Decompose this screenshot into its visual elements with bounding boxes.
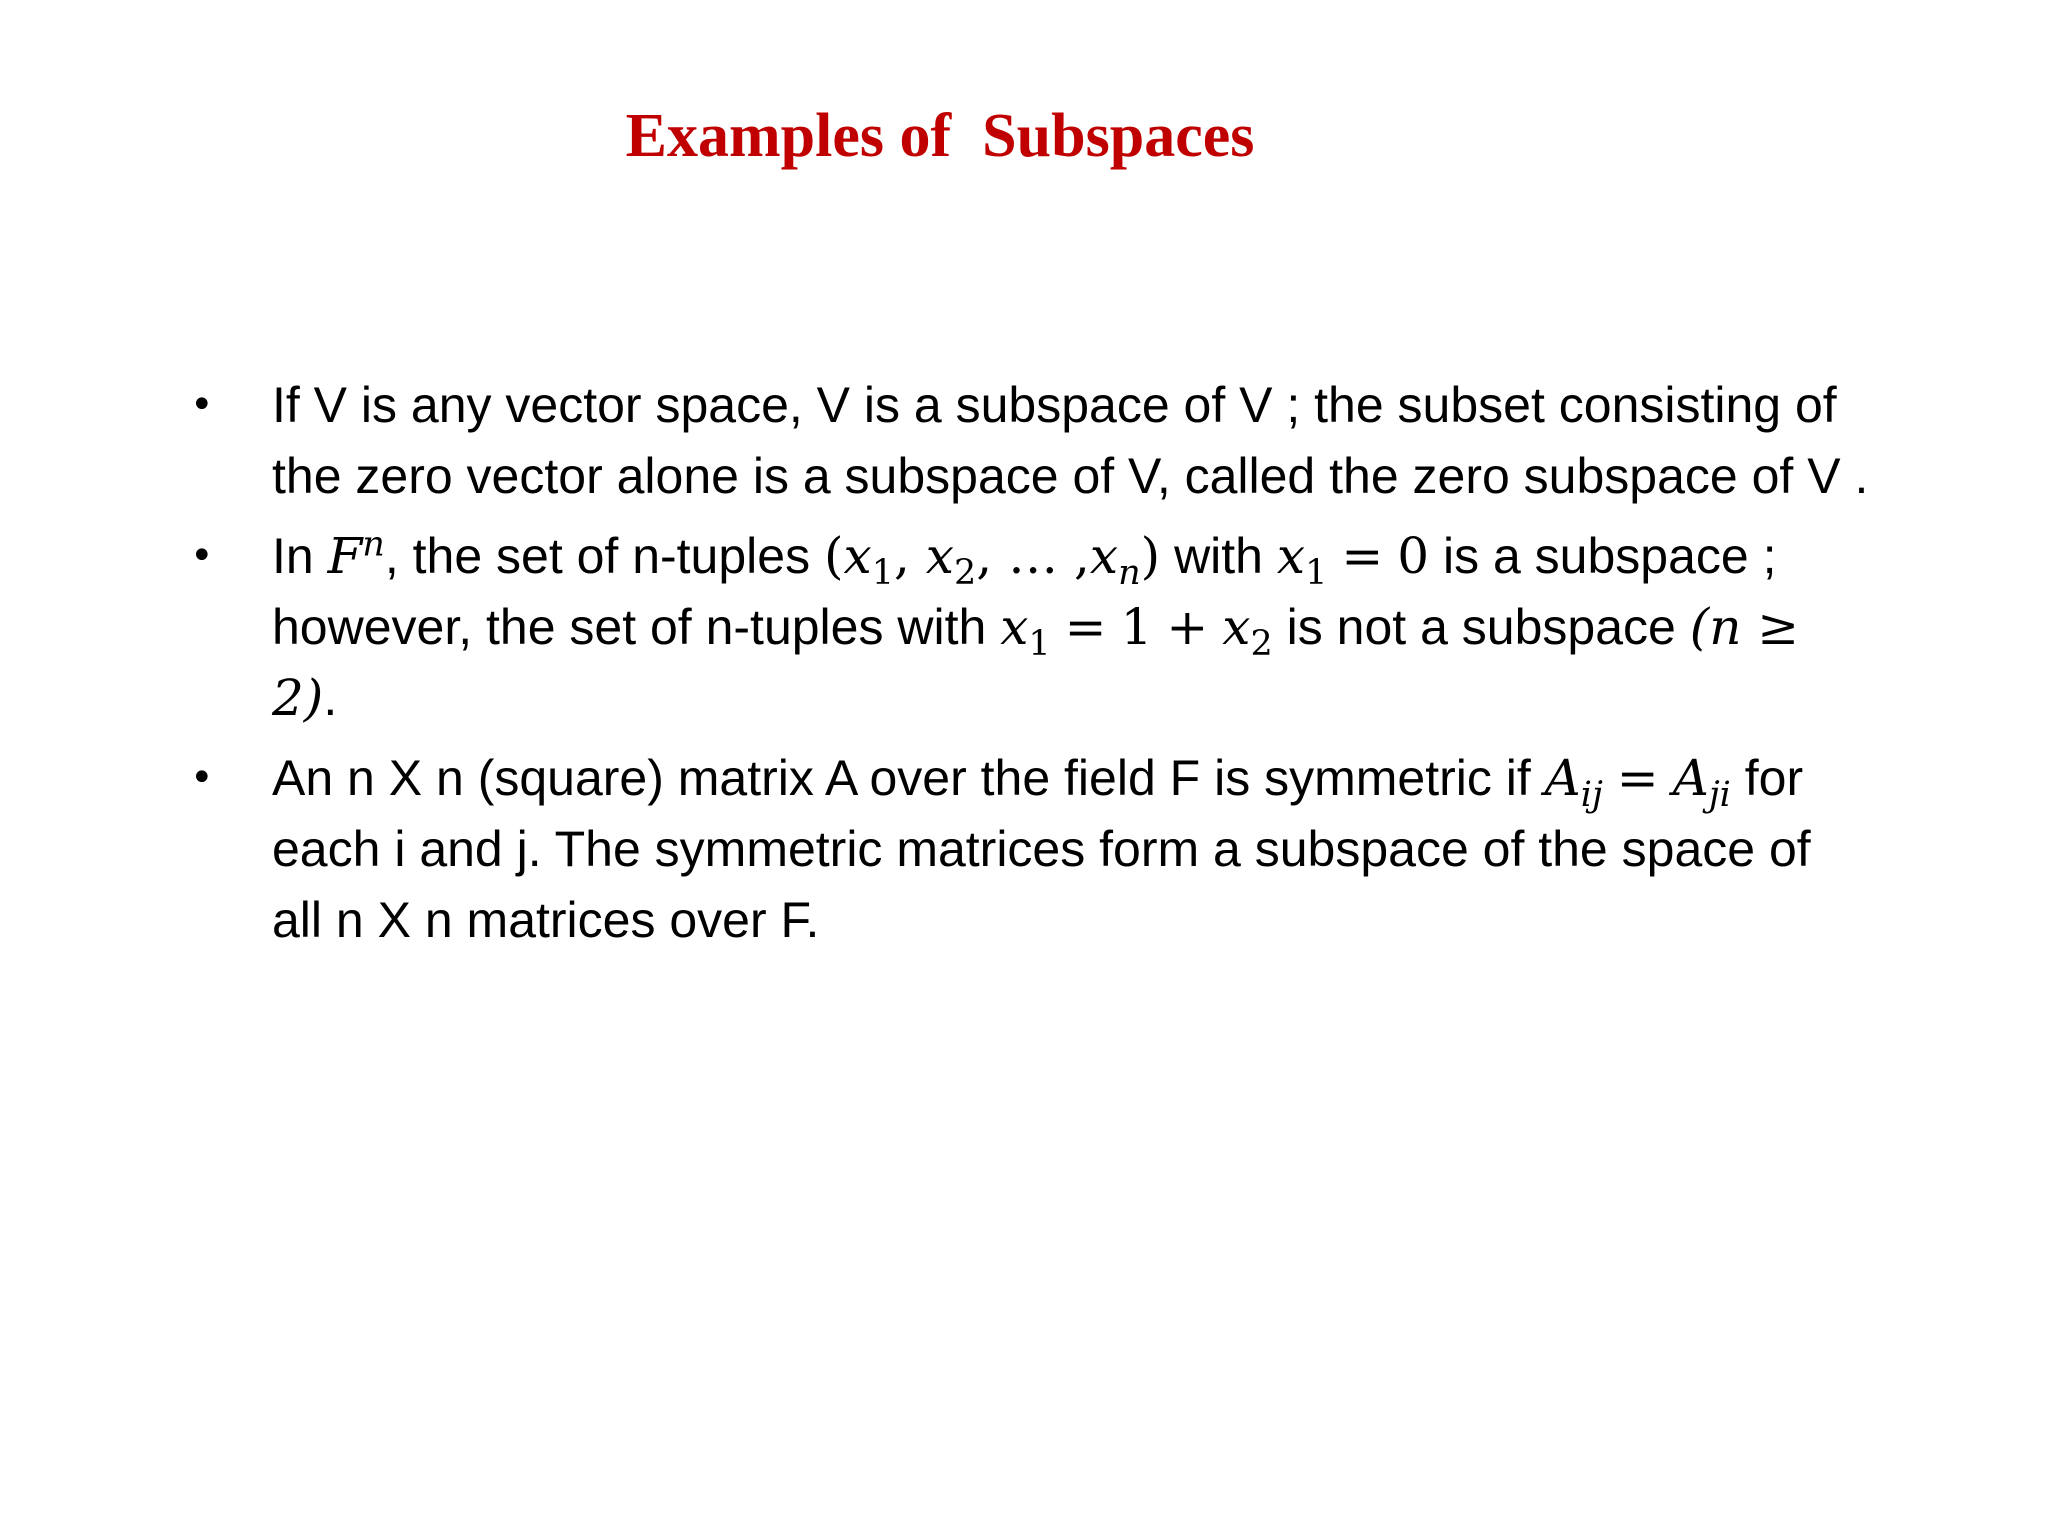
- bullet-list: [0, 370, 2048, 965]
- bullet-item-2: [0, 521, 1872, 734]
- bullet-text: with: [1160, 528, 1277, 584]
- bullet-text: An n X n (square) matrix A over the field F is symmetric if: [272, 750, 1545, 806]
- bullet-text: .: [323, 670, 338, 726]
- math-condition-shift: $x_1 = 1 + x_2$: [1000, 598, 1273, 664]
- math-field-power: $F^n$: [327, 524, 385, 585]
- bullet-icon: •: [190, 533, 214, 579]
- math-tuple: ($x_1$, $x_2$, … $,x_n$): [823, 527, 1161, 593]
- bullet-icon: •: [190, 755, 214, 801]
- math-symmetric-condition: $A_{ij} = A_{ji}$: [1544, 749, 1731, 815]
- bullet-text: is a subspace ; however, the set of n-tuples with: [272, 528, 1777, 655]
- bullet-item-1: [0, 370, 1872, 512]
- bullet-text: In: [272, 528, 328, 584]
- bullet-item-3: [0, 743, 1872, 956]
- bullet-text: If V is any vector space, V is a subspace of V ; the subset consisting of the zero vector alone is a subspace of V, called the zero subspace of V .: [272, 377, 1869, 504]
- bullet-text: , the set of n-tuples: [384, 528, 824, 584]
- math-n-condition: (n ≥ 2): [272, 598, 1800, 727]
- bullet-text: is not a subspace: [1272, 599, 1690, 655]
- slide-title: Examples of Subspaces: [625, 102, 1255, 170]
- bullet-text: for each i and j. The symmetric matrices form a subspace of the space of all n X n matrices over F.: [272, 750, 1811, 948]
- bullet-icon: •: [190, 382, 214, 428]
- math-condition-zero: $x_1 = 0$: [1276, 527, 1430, 593]
